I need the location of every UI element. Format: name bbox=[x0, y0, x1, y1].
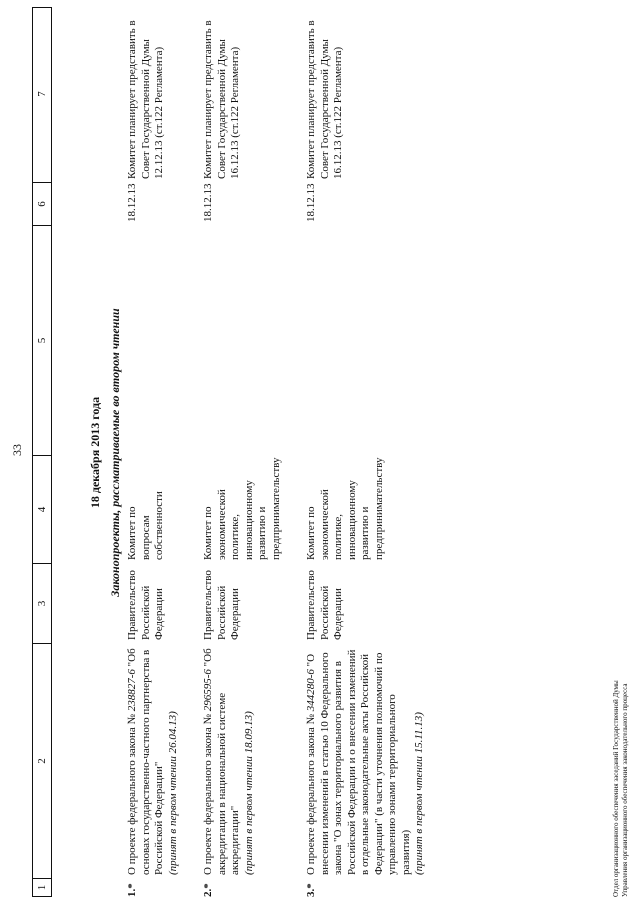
bill-committee: Комитет по экономической политике, инновационному развитию и предпринимательству bbox=[305, 457, 385, 560]
bill-first-reading-note: (принят в первом чтении 26.04.13) bbox=[166, 711, 179, 875]
bill-column-5 bbox=[126, 226, 180, 456]
bill-row bbox=[202, 7, 283, 897]
bill-number: 1.* bbox=[126, 883, 138, 897]
bill-title-text bbox=[305, 648, 413, 875]
bill-row bbox=[126, 7, 180, 897]
bill-title-prefix: О проекте федерального закона № bbox=[305, 714, 317, 875]
bill-registration-number: 238827-6 bbox=[126, 669, 138, 712]
bill-title-name: "О внесении изменений в статью 10 Федерального закона "О зонах территориального развития в Российской Федерации и о внесении изменений в отдельные законодательные акты Российской Федерации" (в части уточнения полномочий по управлению зонами территориального развития) bbox=[305, 649, 412, 875]
bill-decision: Комитет планирует представить в Совет Государственной Думы 16.12.13 (ст.122 Регламента) bbox=[202, 20, 241, 179]
bill-author: Правительство Российской Федерации bbox=[202, 570, 241, 640]
footer-department-line: Отдел организационного обеспечения заседаний Государственной Думы bbox=[612, 680, 620, 897]
bill-title bbox=[305, 644, 427, 879]
bill-date: 18.12.13 bbox=[305, 183, 317, 222]
bill-number: 2.* bbox=[202, 883, 214, 897]
section-subheading: Законопроекты, рассматриваемые во втором чтении bbox=[108, 308, 122, 597]
bill-title-text bbox=[202, 648, 243, 875]
column-number-header bbox=[32, 7, 52, 897]
bill-author: Правительство Российской Федерации bbox=[305, 570, 344, 640]
bill-date: 18.12.13 bbox=[202, 183, 214, 222]
column-number-1: 1 bbox=[33, 878, 51, 896]
bill-committee: Комитет по экономической политике, инновационному развитию и предпринимательству bbox=[202, 457, 282, 560]
bill-list bbox=[126, 7, 449, 897]
bill-title bbox=[126, 644, 180, 879]
bill-registration-number: 344280-6 bbox=[305, 669, 317, 712]
bill-registration-number: 296595-6 bbox=[202, 669, 214, 712]
bill-column-5 bbox=[202, 226, 283, 456]
page-number: 33 bbox=[10, 444, 24, 456]
bill-decision: Комитет планирует представить в Совет Государственной Думы 12.12.13 (ст.122 Регламента) bbox=[126, 20, 165, 179]
column-number-2: 2 bbox=[33, 643, 51, 878]
column-number-7: 7 bbox=[36, 91, 48, 97]
bill-row bbox=[305, 7, 427, 897]
bill-number: 3.* bbox=[305, 883, 317, 897]
column-number-5: 5 bbox=[33, 225, 51, 455]
bill-committee: Комитет по вопросам собственности bbox=[126, 491, 165, 560]
bill-date: 18.12.13 bbox=[126, 183, 138, 222]
bill-title-name: "Об основах государственно-частного партнерства в Российской Федерации" bbox=[126, 648, 165, 875]
bill-title bbox=[202, 644, 283, 879]
column-number-4: 4 bbox=[33, 455, 51, 563]
bill-decision: Комитет планирует представить в Совет Государственной Думы 16.12.13 (ст.122 Регламента) bbox=[305, 20, 344, 179]
bill-title-text bbox=[126, 648, 167, 875]
section-date-heading: 18 декабря 2013 года bbox=[88, 396, 102, 509]
bill-title-prefix: О проекте федерального закона № bbox=[126, 714, 138, 875]
column-number-6: 6 bbox=[33, 182, 51, 225]
bill-first-reading-note: (принят в первом чтении 15.11.13) bbox=[413, 712, 425, 875]
bill-title-prefix: О проекте федерального закона № bbox=[202, 714, 214, 875]
page-footer bbox=[612, 337, 630, 897]
footer-directorate-line: Управления организационного обеспечения законодательного процесса bbox=[621, 683, 629, 897]
column-number-3: 3 bbox=[33, 563, 51, 643]
bill-title-name: "Об аккредитации в национальной системе аккредитации" bbox=[202, 648, 241, 875]
bill-author: Правительство Российской Федерации bbox=[126, 570, 165, 640]
bill-first-reading-note: (принят в первом чтении 18.09.13) bbox=[242, 711, 255, 875]
bill-column-5 bbox=[305, 226, 427, 456]
